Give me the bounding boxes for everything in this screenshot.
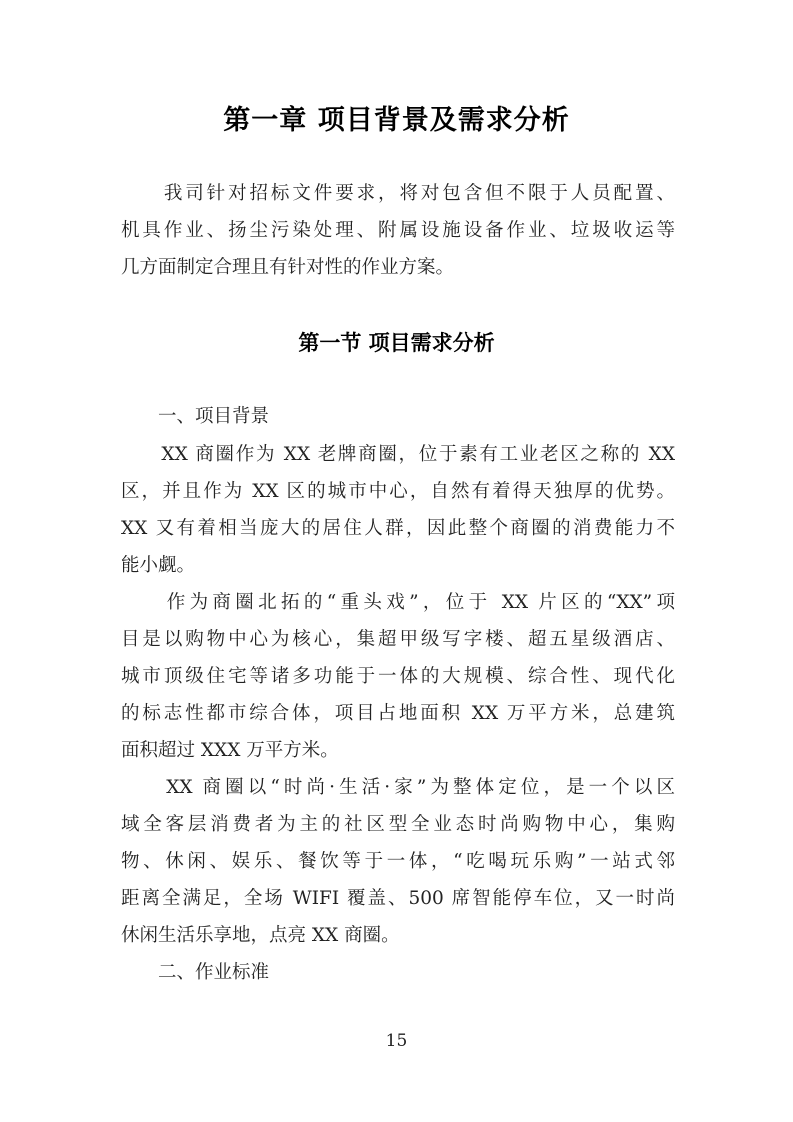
paragraph-line: 物、休闲、娱乐、餐饮等于一体，“吃喝玩乐购”一站式邻 [121, 851, 675, 872]
paragraph-line: 距离全满足，全场 WIFI 覆盖、500 席智能停车位，又一时尚 [121, 888, 675, 909]
intro-line: 我司针对招标文件要求，将对包含但不限于人员配置、 [121, 183, 675, 204]
paragraph-line: 目是以购物中心为核心，集超甲级写字楼、超五星级酒店、 [121, 629, 675, 650]
paragraph-line: XX 又有着相当庞大的居住人群，因此整个商圈的消费能力不 [121, 518, 675, 539]
paragraph-line: 城市顶级住宅等诸多功能于一体的大规模、综合性、现代化 [121, 666, 675, 687]
paragraph-line: XX 商圈以“时尚·生活·家”为整体定位，是一个以区 [121, 777, 675, 798]
page-number: 15 [385, 1031, 408, 1051]
intro-line: 几方面制定合理且有针对性的作业方案。 [121, 257, 455, 278]
intro-line: 机具作业、扬尘污染处理、附属设施设备作业、垃圾收运等 [121, 220, 675, 241]
paragraph-line: XX 商圈作为 XX 老牌商圈，位于素有工业老区之称的 XX [121, 444, 675, 465]
paragraph-line: 作为商圈北拓的“重头戏”，位于 XX 片区的“XX”项 [121, 592, 675, 613]
paragraph-line: 域全客层消费者为主的社区型全业态时尚购物中心，集购 [121, 814, 675, 835]
paragraph-line: 面积超过 XXX 万平方米。 [121, 740, 339, 761]
chapter-title: 第一章 项目背景及需求分析 [223, 105, 570, 136]
paragraph-line: 休闲生活乐享地，点亮 XX 商圈。 [121, 925, 400, 946]
paragraph-line: 的标志性都市综合体，项目占地面积 XX 万平方米，总建筑 [121, 703, 675, 724]
subheading-project-background: 一、项目背景 [121, 406, 270, 427]
subheading-work-standards: 二、作业标准 [121, 962, 270, 983]
section-title: 第一节 项目需求分析 [298, 331, 495, 355]
paragraph-line: 能小觑。 [121, 555, 196, 576]
paragraph-line: 区，并且作为 XX 区的城市中心，自然有着得天独厚的优势。 [121, 481, 675, 502]
